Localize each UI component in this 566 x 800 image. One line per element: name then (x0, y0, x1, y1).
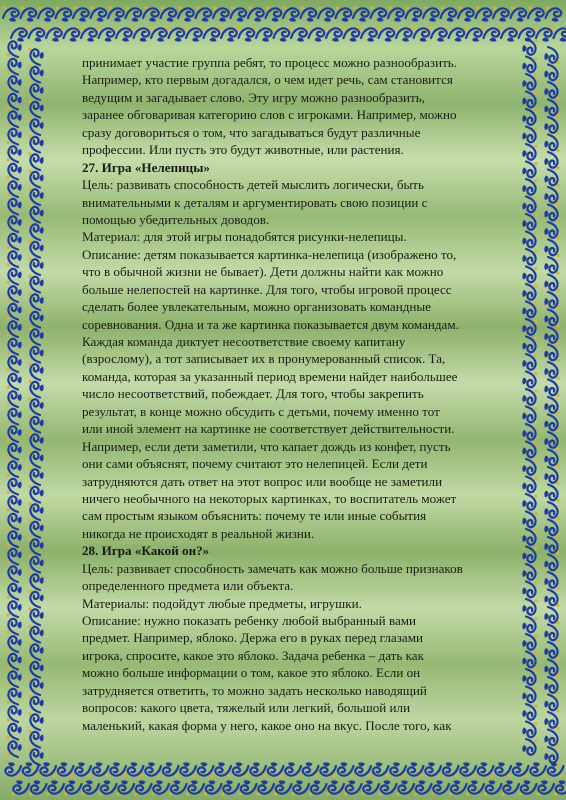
text-line: затрудняются дать ответ на этот вопрос или вообще не заметили (82, 473, 443, 489)
text-line: внимательными к деталям и аргументировать свою позиции с (82, 194, 428, 210)
text-line: Цель: развивать способность детей мыслить логически, быть (82, 177, 424, 193)
text-line: число несоответствий, побеждает. Для того, чтобы закрепить (82, 386, 424, 402)
text-line: ничего необычного на некоторых картинках, то воспитатель может (82, 490, 457, 506)
text-line: никогда не происходят в реальной жизни. (82, 525, 315, 541)
text-line: (взрослому), а тот записывает их в пронумерованный список. Та, (82, 351, 446, 367)
text-line: что в обычной жизни не бывает). Дети должны найти как можно (82, 264, 444, 280)
text-line: сам простым языком объяснить: почему те или иные события (82, 508, 427, 524)
text-line: профессии. Или пусть это будут животные, или растения. (82, 142, 404, 158)
text-line: затрудняется ответить, то можно задать несколько наводящий (82, 682, 427, 698)
text-line: определенного предмета или объекта. (82, 578, 294, 594)
text-line: Например, если дети заметили, что капает дождь из конфет, пусть (82, 438, 451, 454)
text-line: соревнования. Одна и та же картинка показывается двум командам. (82, 316, 459, 332)
text-line: Описание: детям показывается картинка-нелепица (изображено то, (82, 246, 457, 262)
text-line: больше нелепостей на картинке. Для того, чтобы игровой процесс (82, 281, 452, 297)
text-line: вопросов: какого цвета, тяжелый или легкий, большой или (82, 700, 411, 716)
text-line: ведущим и загадывает слово. Эту игру можно разнообразить, (82, 89, 425, 105)
text-line: или иной элемент на картинке не соответствует действительности. (82, 421, 455, 437)
text-line: сделать более увлекательным, можно организовать командные (82, 299, 431, 315)
text-line: игрока, спросите, какое это яблоко. Задача ребенка – дать как (82, 647, 424, 663)
text-line: помощью убедительных доводов. (82, 211, 270, 227)
text-line: результат, в конце можно обсудить с детьми, почему именно тот (82, 403, 440, 419)
document-text (82, 54, 518, 754)
text-line: принимает участие группа ребят, то процесс можно разнообразить. (82, 55, 458, 70)
text-line: Например, кто первым догадался, о чем идет речь, сам становится (82, 72, 453, 88)
text-line: Материалы: подойдут любые предметы, игрушки. (82, 595, 362, 611)
text-line: Каждая команда диктует несоответствие своему капитану (82, 334, 406, 349)
text-line: предмет. Например, яблоко. Держа его в руках перед глазами (82, 630, 424, 646)
section-heading: 28. Игра «Какой он?» (82, 543, 210, 559)
text-line: сразу договориться о том, что загадываться будут различные (82, 124, 421, 140)
text-line: Описание: нужно показать ребенку любой выбранный вами (82, 613, 417, 628)
text-line: Материал: для этой игры понадобятся рисунки-нелепицы. (82, 229, 407, 245)
text-line: команда, которая за указанный период времени найдет наибольшее (82, 368, 458, 384)
text-line: Цель: развивает способность замечать как можно больше признаков (82, 560, 463, 576)
text-line: можно больше информации о том, какое это яблоко. Если он (82, 665, 421, 681)
text-line: они сами объяснят, почему считают это нелепицей. Если дети (82, 456, 428, 472)
section-heading: 27. Игра «Нелепицы» (82, 159, 210, 175)
text-line: заранее обговаривая категорию слов с игроками. Например, можно (82, 107, 457, 123)
text-line: маленький, какая форма у него, какое оно на вкус. После того, как (82, 717, 452, 733)
